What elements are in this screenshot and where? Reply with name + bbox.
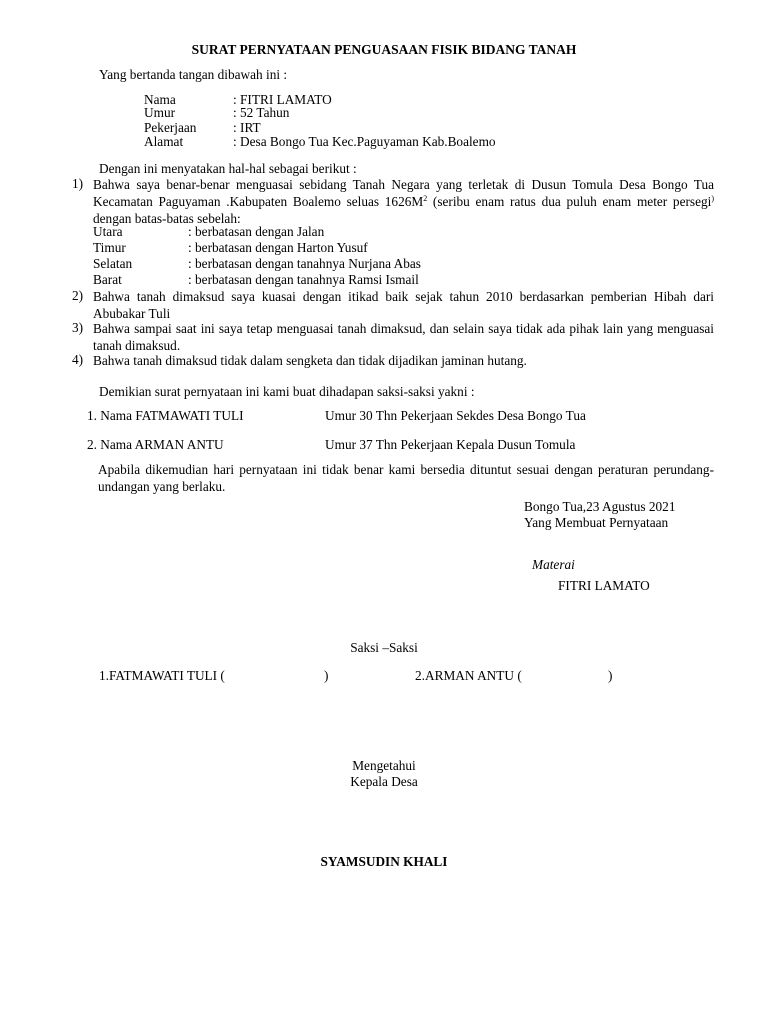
- identity-label: Nama: [144, 92, 176, 107]
- item-1-sup-a: 2: [423, 194, 428, 203]
- identity-value: : FITRI LAMATO: [233, 92, 332, 107]
- witness-name: 1. Nama FATMAWATI TULI: [87, 408, 244, 423]
- boundary-label: Utara: [93, 224, 123, 239]
- document-title: SURAT PERNYATAAN PENGUASAAN FISIK BIDANG TANAH: [191, 42, 577, 57]
- village-head-name: SYAMSUDIN KHALI: [320, 854, 448, 869]
- village-head-title: Kepala Desa: [350, 774, 418, 789]
- witness-name: 2. Nama ARMAN ANTU: [87, 437, 224, 452]
- intro-text: Yang bertanda tangan dibawah ini :: [99, 67, 288, 82]
- item-2-text: Bahwa tanah dimaksud saya kuasai dengan itikad baik sejak tahun 2010 berdasarkan pemberian Hibah dari Abubakar Tuli: [93, 289, 714, 321]
- materai-label: Materai: [532, 557, 575, 572]
- boundary-label: Selatan: [93, 256, 133, 271]
- boundary-value: : berbatasan dengan tanahnya Nurjana Abas: [188, 256, 421, 271]
- boundary-label: Timur: [93, 240, 126, 255]
- item-1-text: [93, 176, 714, 227]
- boundary-value: : berbatasan dengan Jalan: [188, 224, 325, 239]
- statement-intro: Dengan ini menyatakan hal-hal sebagai berikut :: [99, 161, 357, 176]
- item-1-text-b: (seribu enam ratus dua puluh enam meter persegi: [427, 194, 712, 209]
- boundary-value: : berbatasan dengan tanahnya Ramsi Ismail: [188, 272, 419, 287]
- identity-label: Umur: [144, 105, 176, 120]
- saksi-signature-1-close: ): [324, 668, 329, 683]
- saksi-signature-1-name: 1.FATMAWATI TULI (: [99, 668, 225, 683]
- item-number: 1): [72, 176, 84, 191]
- saksi-signature-2-name: 2.ARMAN ANTU (: [415, 668, 522, 683]
- witness-intro: Demikian surat pernyataan ini kami buat dihadapan saksi-saksi yakni :: [99, 384, 475, 399]
- witness-detail: Umur 30 Thn Pekerjaan Sekdes Desa Bongo Tua: [325, 408, 586, 423]
- item-3-text: Bahwa sampai saat ini saya tetap menguasai tanah dimaksud, dan selain saya tidak ada pihak lain yang menguasai tanah dimaksud.: [93, 321, 714, 353]
- item-1-text-a: Bahwa saya benar-benar menguasai sebidang Tanah Negara yang terletak di Dusun Tomula Desa Bongo Tua Kecamatan Paguyaman .Kabupaten Boalemo seluas 1626M: [93, 177, 714, 209]
- witness-detail: Umur 37 Thn Pekerjaan Kepala Dusun Tomula: [325, 437, 576, 452]
- identity-value: : Desa Bongo Tua Kec.Paguyaman Kab.Boalemo: [233, 134, 496, 149]
- acknowledge-label: Mengetahui: [352, 758, 416, 773]
- saksi-signature-2-close: ): [608, 668, 613, 683]
- item-number: 2): [72, 288, 84, 303]
- identity-value: : 52 Tahun: [233, 105, 290, 120]
- boundary-value: : berbatasan dengan Harton Yusuf: [188, 240, 368, 255]
- identity-label: Alamat: [144, 134, 184, 149]
- saksi-heading: Saksi –Saksi: [350, 640, 418, 655]
- identity-label: Pekerjaan: [144, 120, 197, 135]
- item-number: 4): [72, 352, 84, 367]
- signer-title: Yang Membuat Pernyataan: [524, 515, 669, 530]
- place-date: Bongo Tua,23 Agustus 2021: [524, 499, 676, 514]
- item-1-sup-b: ): [711, 194, 714, 203]
- signer-name: FITRI LAMATO: [558, 578, 650, 593]
- closing-paragraph: Apabila dikemudian hari pernyataan ini tidak benar kami bersedia dituntut sesuai dengan peraturan perundang-undangan yang berlaku.: [98, 462, 714, 494]
- item-4-text: Bahwa tanah dimaksud tidak dalam sengketa dan tidak dijadikan jaminan hutang.: [93, 353, 527, 368]
- item-1-text-c: dengan batas-batas sebelah:: [93, 211, 241, 226]
- item-number: 3): [72, 320, 84, 335]
- boundary-label: Barat: [93, 272, 122, 287]
- identity-value: : IRT: [233, 120, 261, 135]
